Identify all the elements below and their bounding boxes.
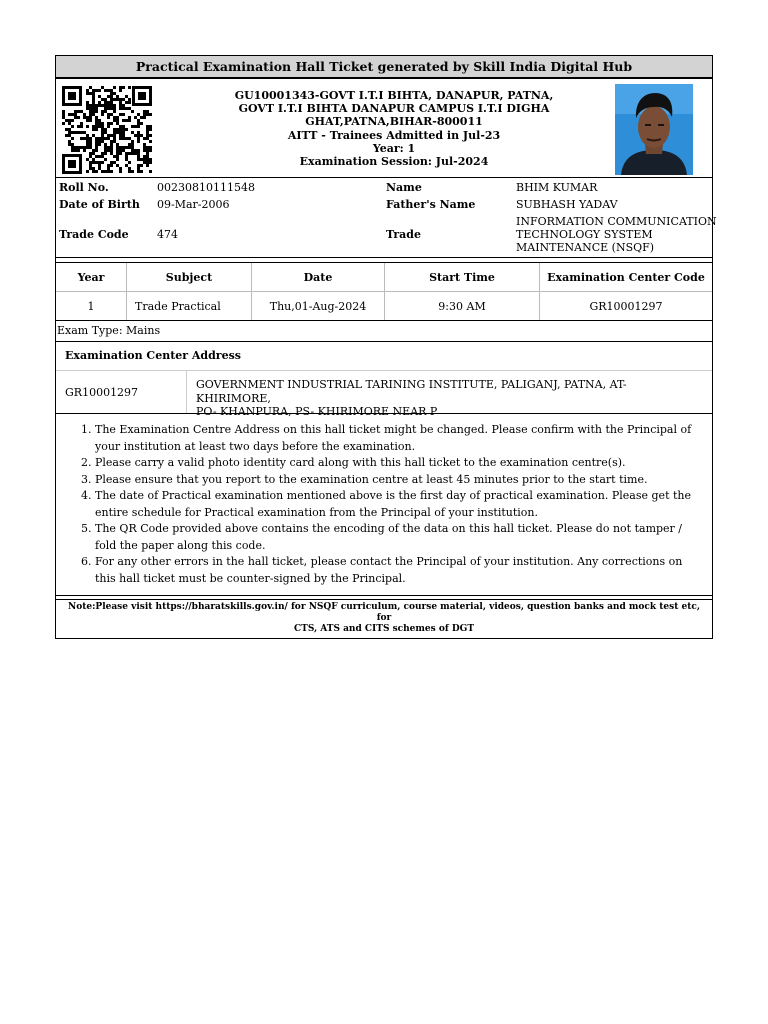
instructions-list (56, 414, 712, 595)
address-line: GOVERNMENT INDUSTRIAL TARINING INSTITUTE, PALIGANJ, PATNA, AT- KHIRIMORE, (196, 378, 627, 405)
dob-value: 09-Mar-2006 (157, 198, 230, 211)
cell-center-code: GR10001297 (540, 292, 713, 321)
note-line: Note:Please visit https://bharatskills.gov.in/ for NSQF curriculum, course material, videos, question banks and mock test etc, for (68, 602, 700, 623)
father-label: Father's Name (386, 198, 476, 211)
center-code: GR10001297 (56, 371, 187, 413)
col-date: Date (252, 263, 385, 292)
center-address (187, 371, 712, 418)
col-start-time: Start Time (385, 263, 540, 292)
list-item: 2. Please carry a valid photo identity card along with this hall ticket to the examination centre(s). (95, 455, 702, 472)
roll-value: 00230810111548 (157, 181, 255, 194)
trade-value-line: TECHNOLOGY SYSTEM (516, 228, 653, 241)
institute-details (206, 89, 582, 168)
note-line: CTS, ATS and CITS schemes of DGT (293, 624, 475, 634)
list-item: 6. For any other errors in the hall ticket, please contact the Principal of your institution. Any corrections on this hall ticket must be counter-signed by the Principal. (95, 554, 702, 587)
session-line: Examination Session: Jul-2024 (299, 155, 489, 169)
footer-note (56, 600, 712, 638)
qr-code-icon (62, 86, 152, 174)
list-item: 1. The Examination Centre Address on this hall ticket might be changed. Please confirm with the Principal of your institution at least two days before the examination. (95, 422, 702, 455)
institute-line: GHAT,PATNA,BIHAR-800011 (305, 115, 483, 129)
trade-value-line: INFORMATION COMMUNICATION (516, 215, 717, 228)
candidate-info (56, 178, 717, 258)
cell-subject: Trade Practical (127, 292, 252, 321)
father-value: SUBHASH YADAV (516, 198, 618, 211)
col-year: Year (56, 263, 127, 292)
candidate-photo (615, 84, 693, 175)
trade-label: Trade (386, 228, 421, 241)
table-row (56, 292, 712, 321)
exam-schedule-table (56, 263, 712, 321)
trade-value-line: MAINTENANCE (NSQF) (516, 241, 655, 254)
dob-label: Date of Birth (59, 198, 140, 211)
list-item: 4. The date of Practical examination mentioned above is the first day of practical examination. Please get the entire schedule for Practical examination from the Principal of your institution. (95, 488, 702, 521)
institute-line: GOVT I.T.I BIHTA DANAPUR CAMPUS I.T.I DIGHA (238, 102, 550, 116)
col-center-code: Examination Center Code (540, 263, 713, 292)
name-label: Name (386, 181, 422, 194)
table-header-row (56, 263, 712, 292)
cell-date: Thu,01-Aug-2024 (252, 292, 385, 321)
trade-code-value: 474 (157, 228, 178, 241)
institute-line: GU10001343-GOVT I.T.I BIHTA, DANAPUR, PATNA, (234, 89, 554, 102)
year-line: Year: 1 (372, 141, 416, 155)
ticket-title: Practical Examination Hall Ticket generated by Skill India Digital Hub (56, 56, 712, 79)
exam-type: Exam Type: Mains (56, 321, 712, 342)
batch-line: AITT - Trainees Admitted in Jul-23 (287, 128, 501, 142)
name-value: BHIM KUMAR (516, 181, 598, 194)
col-subject: Subject (127, 263, 252, 292)
cell-start-time: 9:30 AM (385, 292, 540, 321)
institute-section (56, 79, 712, 178)
roll-label: Roll No. (59, 181, 109, 194)
list-item: 3. Please ensure that you report to the examination centre at least 45 minutes prior to the start time. (95, 472, 702, 489)
hall-ticket (55, 55, 717, 639)
center-address-title: Examination Center Address (56, 342, 712, 371)
trade-code-label: Trade Code (59, 228, 129, 241)
cell-year: 1 (56, 292, 127, 321)
address-line: PO- KHANPURA, PS- KHIRIMORE NEAR P (196, 405, 438, 418)
list-item: 5. The QR Code provided above contains the encoding of the data on this hall ticket. Please do not tamper / fold the paper along this code. (95, 521, 702, 554)
center-address-row (56, 371, 712, 418)
